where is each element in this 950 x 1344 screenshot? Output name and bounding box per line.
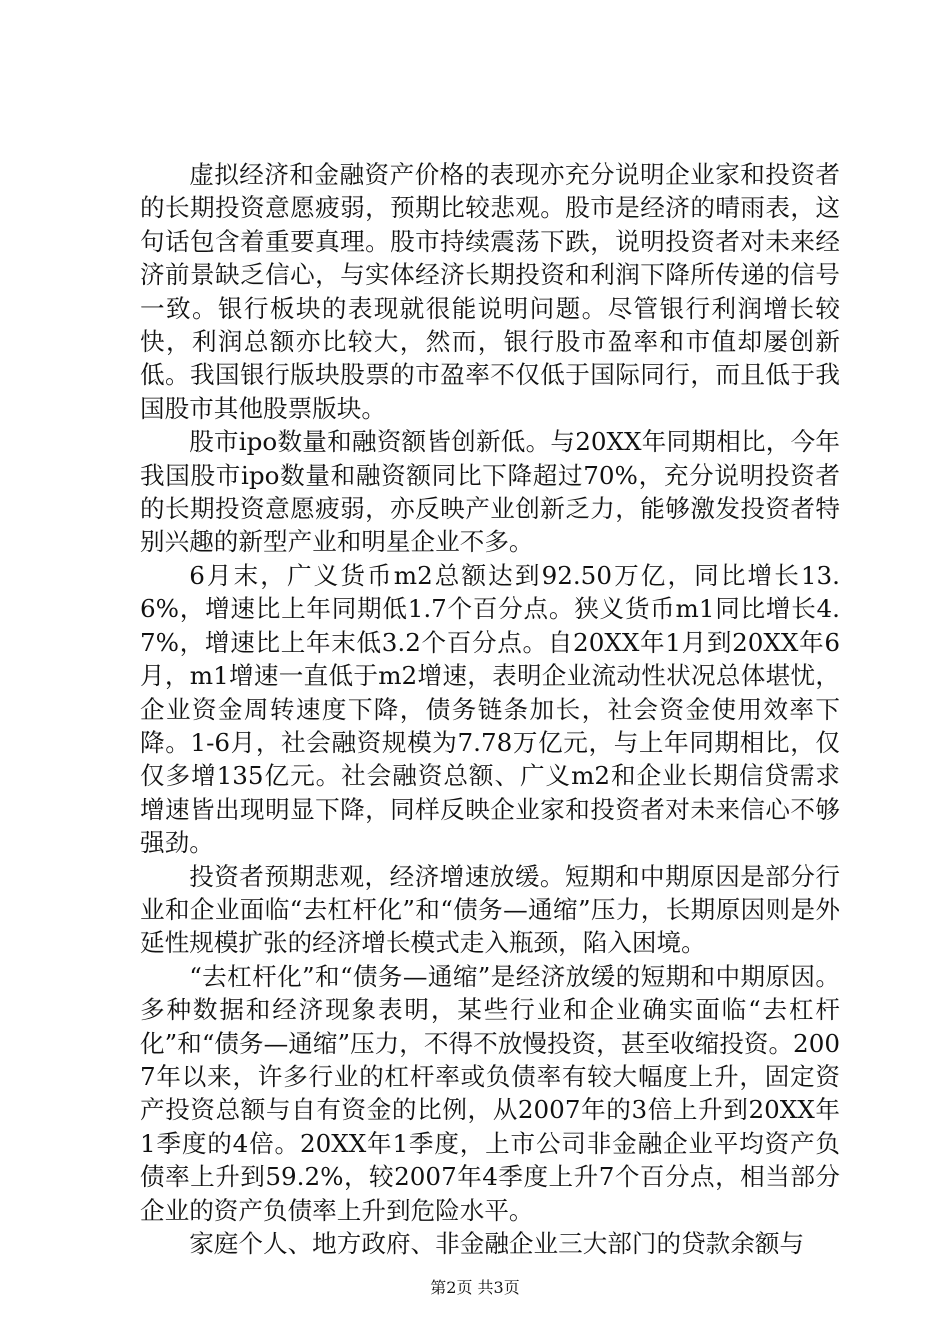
- paragraph-2: 股市ipo数量和融资额皆创新低。与20XX年同期相比，今年我国股市ipo数量和融资额同比下降超过70%，充分说明投资者的长期投资意愿疲弱，亦反映产业创新乏力，能够激发投资者特别兴趣的新型产业和明星企业不多。: [140, 427, 840, 557]
- page-footer: 第2页 共3页: [430, 1278, 520, 1297]
- paragraph-3: 6月末，广义货币m2总额达到92.50万亿，同比增长13.6%，增速比上年同期低1.7个百分点。狭义货币m1同比增长4.7%，增速比上年末低3.2个百分点。自20XX年1月到20XX年6月，m1增速一直低于m2增速，表明企业流动性状况总体堪忧，企业资金周转速度下降，债务链条加长，社会资金使用效率下降。1-6月，社会融资规模为7.78万亿元，与上年同期相比，仅仅多增135亿元。社会融资总额、广义m2和企业长期信贷需求增速皆出现明显下降，同样反映企业家和投资者对未来信心不够强劲。: [140, 560, 840, 858]
- paragraph-6: 家庭个人、地方政府、非金融企业三大部门的贷款余额与: [189, 1229, 805, 1258]
- paragraph-5: “去杠杆化”和“债务—通缩”是经济放缓的短期和中期原因。多种数据和经济现象表明，某些行业和企业确实面临“去杠杆化”和“债务—通缩”压力，不得不放慢投资，甚至收缩投资。2007年以来，许多行业的杠杆率或负债率有较大幅度上升，固定资产投资总额与自有资金的比例，从2007年的3倍上升到20XX年1季度的4倍。20XX年1季度，上市公司非金融企业平均资产负债率上升到59.2%，较2007年4季度上升7个百分点，相当部分企业的资产负债率上升到危险水平。: [140, 961, 840, 1225]
- paragraph-1: 虚拟经济和金融资产价格的表现亦充分说明企业家和投资者的长期投资意愿疲弱，预期比较悲观。股市是经济的晴雨表，这句话包含着重要真理。股市持续震荡下跌，说明投资者对未来经济前景缺乏信心，与实体经济长期投资和利润下降所传递的信号一致。银行板块的表现就很能说明问题。尽管银行利润增长较快，利润总额亦比较大，然而，银行股市盈率和市值却屡创新低。我国银行版块股票的市盈率不仅低于国际同行，而且低于我国股市其他股票版块。: [140, 160, 840, 423]
- document-body: [140, 158, 840, 1260]
- paragraph-4: 投资者预期悲观，经济增速放缓。短期和中期原因是部分行业和企业面临“去杠杆化”和“债务—通缩”压力，长期原因则是外延性规模扩张的经济增长模式走入瓶颈，陷入困境。: [140, 861, 840, 958]
